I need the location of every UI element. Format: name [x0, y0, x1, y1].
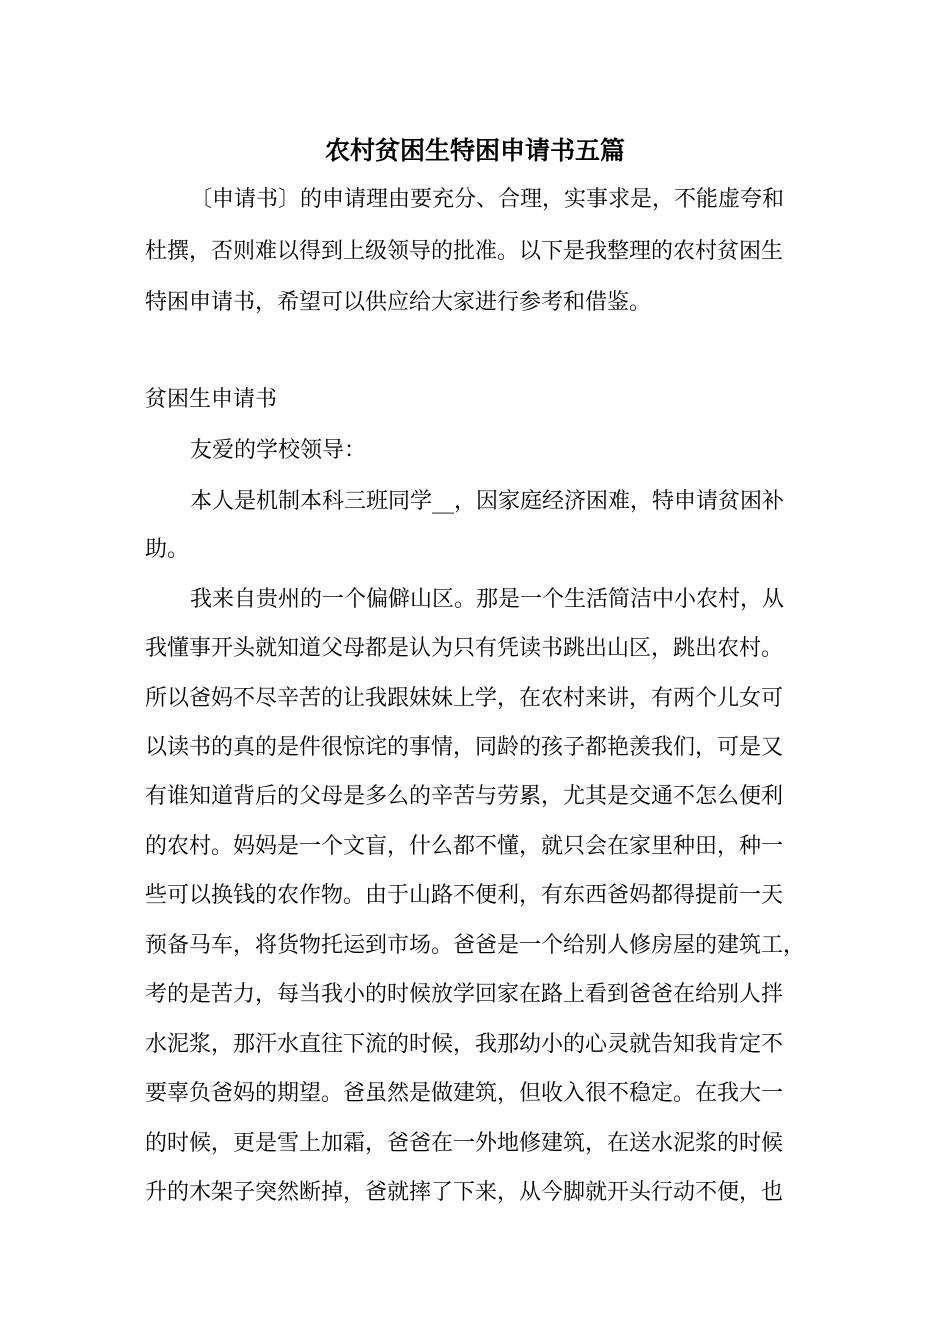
intro-line-3: 特困申请书，希望可以供应给大家进行参考和借鉴。 — [145, 290, 652, 315]
paragraph2-line-4: 以读书的真的是件很惊诧的事情，同龄的孩子都艳羡我们，可是又 — [145, 735, 784, 760]
intro-line-2: 杜撰，否则难以得到上级领导的批准。以下是我整理的农村贫困生 — [145, 239, 784, 264]
paragraph2-line-13: 升的木架子突然断掉，爸就摔了下来，从今脚就开头行动不便，也 — [145, 1180, 784, 1205]
paragraph1-line-2: 助。 — [145, 537, 190, 562]
paragraph2-line-6: 的农村。妈妈是一个文盲，什么都不懂，就只会在家里种田，种一 — [145, 834, 784, 859]
paragraph2-line-5: 有谁知道背后的父母是多么的辛苦与劳累，尤其是交通不怎么便利 — [145, 784, 784, 809]
paragraph2-line-11: 要辜负爸妈的期望。爸虽然是做建筑，但收入很不稳定。在我大一 — [145, 1081, 784, 1106]
salutation: 友爱的学校领导： — [190, 438, 367, 463]
paragraph2-line-2: 我懂事开头就知道父母都是认为只有凭读书跳出山区，跳出农村。 — [145, 636, 784, 661]
paragraph2-line-1: 我来自贵州的一个偏僻山区。那是一个生活简洁中小农村，从 — [190, 587, 785, 612]
paragraph2-line-7: 些可以换钱的农作物。由于山路不便利，有东西爸妈都得提前一天 — [145, 883, 784, 908]
section-heading: 贫困生申请书 — [145, 387, 278, 412]
paragraph2-line-8: 预备马车，将货物托运到市场。爸爸是一个给别人修房屋的建筑工， — [145, 933, 806, 958]
paragraph1-line-1: 本人是机制本科三班同学__，因家庭经济困难，特申请贫困补 — [190, 489, 785, 514]
paragraph2-line-12: 的时候，更是雪上加霜，爸爸在一外地修建筑，在送水泥浆的时候 — [145, 1131, 784, 1156]
document-title: 农村贫困生特困申请书五篇 — [324, 136, 625, 165]
intro-line-1: 〔申请书〕的申请理由要充分、合理，实事求是，不能虚夸和 — [190, 187, 785, 212]
paragraph2-line-3: 所以爸妈不尽辛苦的让我跟妹妹上学，在农村来讲，有两个儿女可 — [145, 686, 784, 711]
paragraph2-line-10: 水泥浆，那汗水直往下流的时候，我那幼小的心灵就告知我肯定不 — [145, 1032, 784, 1057]
paragraph2-line-9: 考的是苦力，每当我小的时候放学回家在路上看到爸爸在给别人拌 — [145, 982, 784, 1007]
